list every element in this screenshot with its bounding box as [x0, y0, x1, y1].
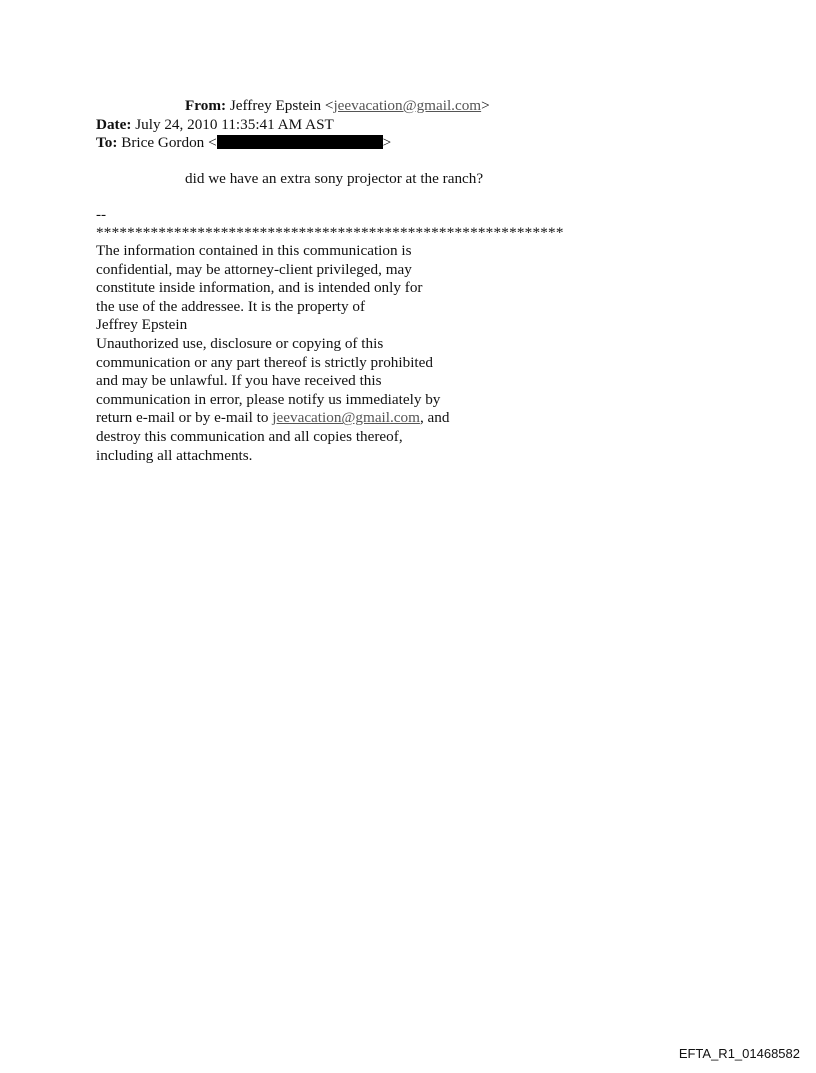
- to-close: >: [382, 134, 392, 151]
- redaction-block: [217, 135, 383, 149]
- from-line: [185, 97, 490, 115]
- message-body: did we have an extra sony projector at the ranch?: [185, 170, 484, 187]
- disclaimer-text: return e-mail or by e-mail to: [96, 409, 273, 427]
- disclaimer-line: destroy this communication and all copies thereof,: [96, 427, 403, 445]
- disclaimer-line: constitute inside information, and is intended only for: [96, 279, 423, 297]
- disclaimer-line: Unauthorized use, disclosure or copying of this: [96, 334, 384, 352]
- disclaimer-email-link[interactable]: jeevacation@gmail.com: [272, 409, 420, 427]
- disclaimer-line: communication or any part thereof is strictly prohibited: [96, 353, 433, 371]
- disclaimer-line: Jeffrey Epstein: [96, 316, 188, 334]
- disclaimer-line: and may be unlawful. If you have received this: [96, 372, 382, 390]
- disclaimer-line: confidential, may be attorney-client privileged, may: [96, 260, 412, 278]
- from-email-link[interactable]: jeevacation@gmail.com: [333, 97, 482, 114]
- from-close: >: [481, 97, 490, 114]
- date-line: [96, 116, 334, 134]
- to-name: Brice Gordon <: [121, 134, 217, 151]
- signature-stars: ************************************************************: [96, 224, 564, 241]
- disclaimer-line-email: [96, 409, 449, 428]
- disclaimer-text: , and: [419, 409, 450, 427]
- date-value: July 24, 2010 11:35:41 AM AST: [135, 116, 334, 133]
- signature-dashes: --: [96, 206, 107, 223]
- disclaimer-line: The information contained in this communication is: [96, 242, 412, 259]
- disclaimer-line: the use of the addressee. It is the property of: [96, 297, 366, 315]
- from-name: Jeffrey Epstein <: [229, 97, 334, 114]
- document-id: EFTA_R1_01468582: [678, 1046, 800, 1061]
- date-label: Date:: [96, 116, 132, 133]
- to-label: To:: [96, 134, 118, 151]
- disclaimer-line: communication in error, please notify us immediately by: [96, 390, 441, 408]
- to-line: [96, 134, 391, 152]
- disclaimer-line: including all attachments.: [96, 446, 253, 464]
- disclaimer: [96, 242, 449, 465]
- from-label: From:: [185, 97, 227, 114]
